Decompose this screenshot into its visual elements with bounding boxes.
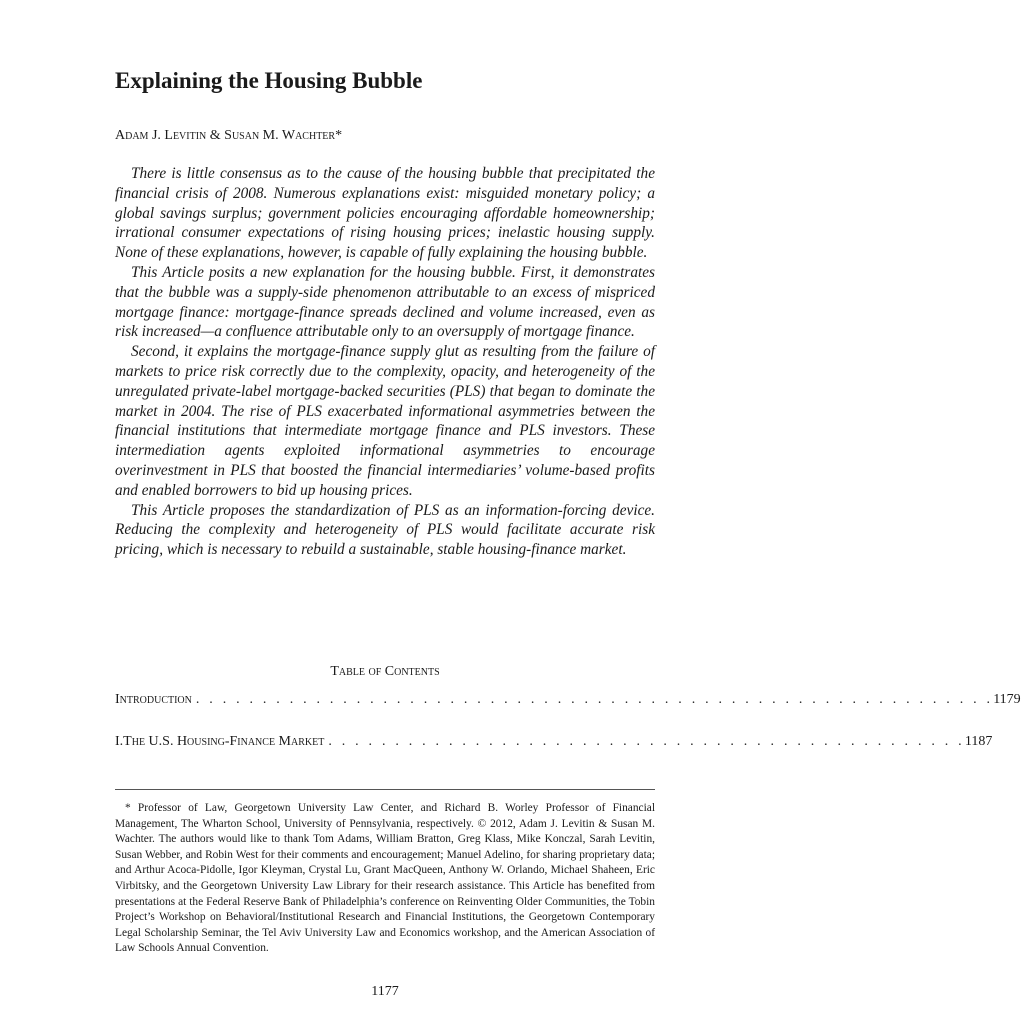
toc-heading: Table of Contents (330, 664, 440, 679)
toc-entry-introduction[interactable] (115, 692, 1021, 712)
page-number: 1177 (371, 984, 399, 999)
toc-entry-number: I. (115, 734, 124, 749)
abstract-paragraph: There is little consensus as to the cause of the housing bubble that precipitated the financial crisis of 2008. Numerous explanations exist: misguided monetary policy; a global savings surplus; government policies encouraging affordable homeownership; irrational consumer expectations of rising housing prices; inelastic housing supply. None of these explanations, however, is capable of fully explaining the housing bubble. (115, 165, 655, 262)
toc-page-number: 1179 (993, 692, 1021, 707)
author-footnote: * Professor of Law, Georgetown University Law Center, and Richard B. Worley Professor of Financial Management, The Wharton School, University of Pennsylvania, respectively. © 2012, Adam J. Levitin & Susan M. Wachter. The authors would like to thank Tom Adams, William Bratton, Greg Klass, Mike Konczal, Sarah Levitin, Susan Webber, and Robin West for their comments and encouragement; Manuel Adelino, for sharing proprietary data; and Arthur Acoca-Pidolle, Igor Kleyman, Crystal Lu, Grant MacQueen, Anthony W. Orlando, Michael Shaheen, Eric Virbitsky, and the Georgetown University Law Library for their research assistance. This Article has benefited from presentations at the Federal Reserve Bank of Philadelphia’s conference on Reinventing Older Communities, the Tobin Project’s Workshop on Behavioral/Institutional Research and Financial Institutions, the Georgetown Contemporary Legal Scholarship Seminar, the Tel Aviv University Law and Economics workshop, and the American Association of Law Schools Annual Convention. (115, 802, 655, 955)
abstract-paragraph: This Article proposes the standardization of PLS as an information-forcing device. Reducing the complexity and heterogeneity of PLS would facilitate accurate risk pricing, which is necessary to rebuild a sustainable, stable housing-finance market. (115, 501, 655, 559)
toc-entry-housing-finance-market[interactable] (115, 734, 993, 754)
abstract-paragraph: Second, it explains the mortgage-finance supply glut as resulting from the failure of markets to price risk correctly due to the complexity, opacity, and heterogeneity of the unregulated private-label mortgage-backed securities (PLS) that began to dominate the market in 2004. The rise of PLS exacerbated informational asymmetries between the financial institutions that intermediate mortgage finance and PLS investors. These intermediation agents exploited informational asymmetries to encourage overinvestment in PLS that boosted the financial intermediaries’ volume-based profits and enabled borrowers to bid up housing prices. (115, 343, 655, 499)
footnote-divider (115, 789, 655, 790)
abstract (115, 164, 655, 560)
article-title: Explaining the Housing Bubble (115, 68, 423, 93)
toc-entry-label: Introduction (115, 692, 192, 707)
toc-leader-dots: . . . . . . . . . . . . . . . . . . . . . . . . . . . . . . . . . . . . . . . . . . . . . . . . (328, 734, 965, 749)
article-authors: Adam J. Levitin & Susan M. Wachter* (115, 128, 343, 143)
abstract-paragraph: This Article posits a new explanation for the housing bubble. First, it demonstrates that the bubble was a supply-side phenomenon attributable to an excess of mispriced mortgage finance: mortgage-finance spreads declined and volume increased, even as risk increased—a confluence attributable only to an oversupply of mortgage finance. (115, 263, 655, 341)
toc-entry-label: The U.S. Housing-Finance Market (123, 734, 325, 749)
toc-page-number: 1187 (964, 734, 993, 749)
toc-leader-dots: . . . . . . . . . . . . . . . . . . . . . . . . . . . . . . . . . . . . . . . . . . . . . . . . . . . . . . . . . . . . (195, 692, 994, 707)
